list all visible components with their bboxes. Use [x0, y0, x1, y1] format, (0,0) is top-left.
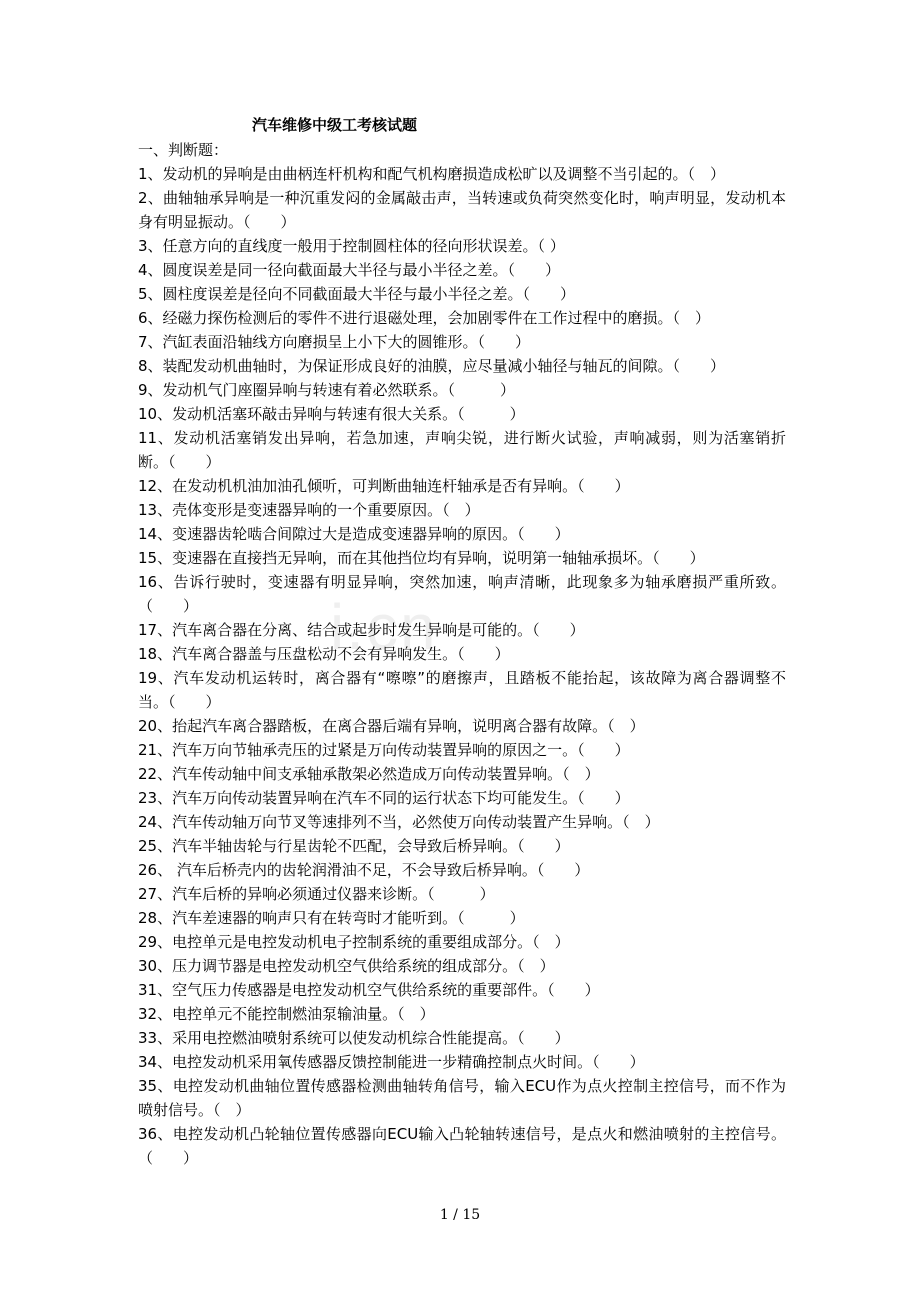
question-item: 24、汽车传动轴万向节叉等速排列不当，必然使万向传动装置产生异响。（ ）	[138, 813, 660, 831]
question-item: 22、汽车传动轴中间支承轴承散架必然造成万向传动装置异响。（ ）	[138, 765, 600, 783]
question-item: 26、 汽车后桥壳内的齿轮润滑油不足，不会导致后桥异响。（ ）	[138, 861, 590, 879]
question-item: 9、发动机气门座圈异响与转速有着必然联系。（ ）	[138, 381, 516, 399]
question-item: 13、壳体变形是变速器异响的一个重要原因。（ ）	[138, 501, 480, 519]
question-item: 6、经磁力探伤检测后的零件不进行退磁处理，会加剧零件在工作过程中的磨损。（ ）	[138, 309, 711, 327]
question-item: 21、汽车万向节轴承壳压的过紧是万向传动装置异响的原因之一。（ ）	[138, 741, 630, 759]
question-item: 4、圆度误差是同一径向截面最大半径与最小半径之差。（ ）	[138, 261, 561, 279]
page-number: 1 / 15	[439, 1207, 481, 1223]
question-item: 8、装配发动机曲轴时，为保证形成良好的油膜，应尽量减小轴径与轴瓦的间隙。（ ）	[138, 357, 726, 375]
section-heading: 一、判断题：	[138, 141, 229, 159]
question-item: 16、告诉行驶时，变速器有明显异响，突然加速，响声清晰，此现象多为轴承磨损严重所致。（ ）	[138, 573, 786, 615]
question-item: 30、压力调节器是电控发动机空气供给系统的组成部分。（ ）	[138, 957, 555, 975]
watermark: i.cn	[330, 591, 438, 663]
question-item: 36、电控发动机凸轮轴位置传感器向ECU输入凸轮轴转速信号，是点火和燃油喷射的主控信号。（ ）	[138, 1125, 786, 1167]
question-item: 1、发动机的异响是由曲柄连杆机构和配气机构磨损造成松旷以及调整不当引起的。（ ）	[138, 165, 726, 183]
question-item: 32、电控单元不能控制燃油泵输油量。（ ）	[138, 1005, 435, 1023]
question-item: 35、电控发动机曲轴位置传感器检测曲轴转角信号，输入ECU作为点火控制主控信号，而不作为喷射信号。（ ）	[138, 1077, 786, 1119]
question-list	[138, 138, 786, 1170]
question-item: 7、汽缸表面沿轴线方向磨损呈上小下大的圆锥形。（ ）	[138, 333, 531, 351]
question-item: 10、发动机活塞环敲击异响与转速有很大关系。（ ）	[138, 405, 525, 423]
question-item: 28、汽车差速器的响声只有在转弯时才能听到。（ ）	[138, 909, 525, 927]
question-item: 15、变速器在直接挡无异响，而在其他挡位均有异响，说明第一轴轴承损坏。（ ）	[138, 549, 705, 567]
question-item: 23、汽车万向传动装置异响在汽车不同的运行状态下均可能发生。（ ）	[138, 789, 630, 807]
question-item: 3、任意方向的直线度一般用于控制圆柱体的径向形状误差。（ ）	[138, 237, 565, 255]
question-item: 2、曲轴轴承异响是一种沉重发闷的金属敲击声，当转速或负荷突然变化时，响声明显，发动机本身有明显振动。（ ）	[138, 189, 786, 231]
question-item: 19、汽车发动机运转时，离合器有“嚓嚓”的磨擦声，且踏板不能抬起，该故障为离合器调整不当。（ ）	[138, 669, 786, 711]
question-item: 5、圆柱度误差是径向不同截面最大半径与最小半径之差。（ ）	[138, 285, 576, 303]
question-item: 33、采用电控燃油喷射系统可以使发动机综合性能提高。（ ）	[138, 1029, 570, 1047]
question-item: 11、发动机活塞销发出异响，若急加速，声响尖锐，进行断火试验，声响减弱，则为活塞销折断。（ ）	[138, 429, 786, 471]
question-item: 34、电控发动机采用氧传感器反馈控制能进一步精确控制点火时间。（ ）	[138, 1053, 645, 1071]
question-item: 14、变速器齿轮啮合间隙过大是造成变速器异响的原因。（ ）	[138, 525, 570, 543]
question-item: 29、电控单元是电控发动机电子控制系统的重要组成部分。（ ）	[138, 933, 570, 951]
question-item: 27、汽车后桥的异响必须通过仪器来诊断。（ ）	[138, 885, 495, 903]
question-item: 20、抬起汽车离合器踏板，在离合器后端有异响，说明离合器有故障。（ ）	[138, 717, 645, 735]
question-item: 18、汽车离合器盖与压盘松动不会有异响发生。（ ）	[138, 645, 510, 663]
question-item: 25、汽车半轴齿轮与行星齿轮不匹配，会导致后桥异响。（ ）	[138, 837, 570, 855]
question-item: 17、汽车离合器在分离、结合或起步时发生异响是可能的。（ ）	[138, 621, 585, 639]
question-item: 31、空气压力传感器是电控发动机空气供给系统的重要部件。（ ）	[138, 981, 600, 999]
question-item: 12、在发动机机油加油孔倾听，可判断曲轴连杆轴承是否有异响。（ ）	[138, 477, 630, 495]
document-title: 汽车维修中级工考核试题	[252, 116, 418, 134]
